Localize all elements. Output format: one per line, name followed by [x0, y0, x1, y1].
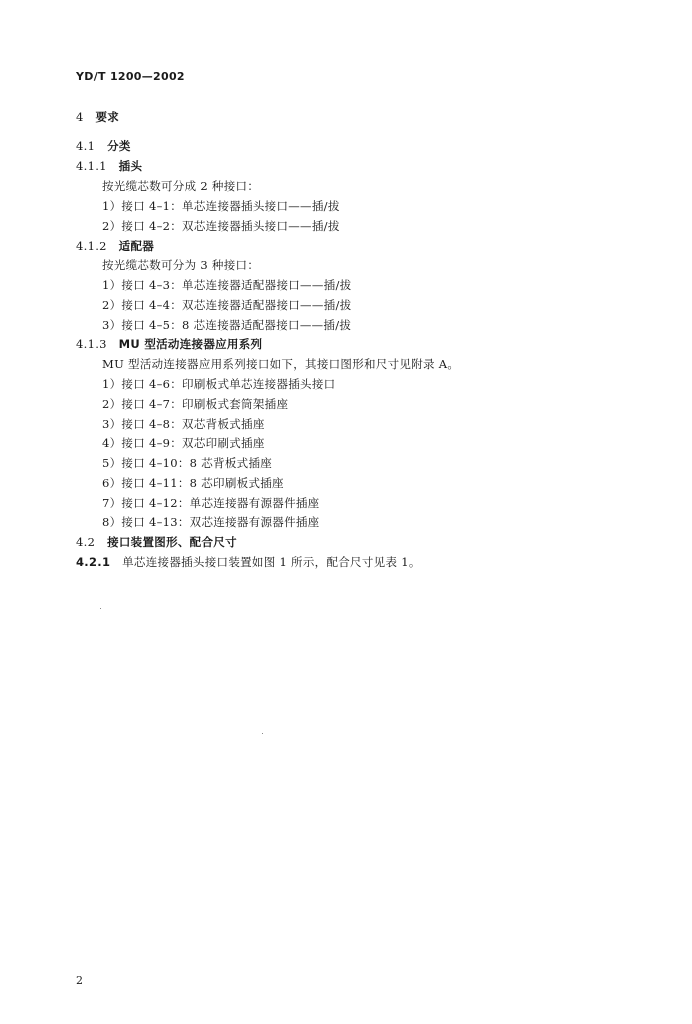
list-item: 2）接口 4–2：双芯连接器插头接口——插/拔: [102, 219, 340, 233]
section-title: MU 型活动连接器应用系列: [118, 337, 263, 351]
list-item: 7）接口 4–12：单芯连接器有源器件插座: [102, 496, 320, 510]
section-4-heading: [76, 109, 119, 125]
section-4-2-heading: [76, 534, 237, 550]
section-number: 4.1.2: [76, 239, 107, 253]
list-item: 5）接口 4–10：8 芯背板式插座: [102, 456, 273, 470]
section-4-1-3-heading: [76, 336, 262, 352]
list-item: 6）接口 4–11：8 芯印刷板式插座: [102, 476, 284, 490]
list-item: 8）接口 4–13：双芯连接器有源器件插座: [102, 515, 320, 529]
section-title: 要求: [95, 110, 120, 124]
page-number: 2: [76, 974, 84, 987]
section-number: 4.1.1: [76, 159, 107, 173]
section-4-1-2-heading: [76, 238, 154, 254]
section-number: 4: [76, 110, 84, 124]
section-4-1-1-intro: 按光缆芯数可分成 2 种接口：: [102, 179, 260, 193]
list-item: 3）接口 4–5：8 芯连接器适配器接口——插/拔: [102, 318, 352, 332]
section-title: 接口装置图形、配合尺寸: [107, 535, 237, 549]
section-4-2-1-paragraph: [76, 554, 421, 570]
scan-speck: [262, 733, 263, 734]
section-title: 适配器: [118, 239, 155, 253]
section-number: 4.1: [76, 139, 96, 153]
section-4-1-1-heading: [76, 158, 142, 174]
list-item: 1）接口 4–3：单芯连接器适配器接口——插/拔: [102, 278, 352, 292]
section-title: 插头: [118, 159, 143, 173]
section-number: 4.2: [76, 535, 96, 549]
section-4-1-3-intro: MU 型活动连接器应用系列接口如下，其接口图形和尺寸见附录 A。: [102, 357, 460, 371]
section-number: 4.1.3: [76, 337, 107, 351]
list-item: 4）接口 4–9：双芯印刷式插座: [102, 436, 265, 450]
list-item: 2）接口 4–7：印刷板式套筒架插座: [102, 397, 289, 411]
section-number: 4.2.1: [76, 555, 111, 569]
section-4-1-2-intro: 按光缆芯数可分为 3 种接口：: [102, 258, 260, 272]
standard-code-header: YD/T 1200—2002: [76, 70, 185, 83]
section-title: 分类: [107, 139, 131, 153]
list-item: 2）接口 4–4：双芯连接器适配器接口——插/拔: [102, 298, 352, 312]
list-item: 1）接口 4–6：印刷板式单芯连接器插头接口: [102, 377, 336, 391]
list-item: 1）接口 4–1：单芯连接器插头接口——插/拔: [102, 199, 340, 213]
section-4-1-heading: [76, 138, 131, 154]
section-text: 单芯连接器插头接口装置如图 1 所示，配合尺寸见表 1。: [122, 555, 421, 569]
list-item: 3）接口 4–8：双芯背板式插座: [102, 417, 265, 431]
scan-speck: [100, 608, 101, 609]
